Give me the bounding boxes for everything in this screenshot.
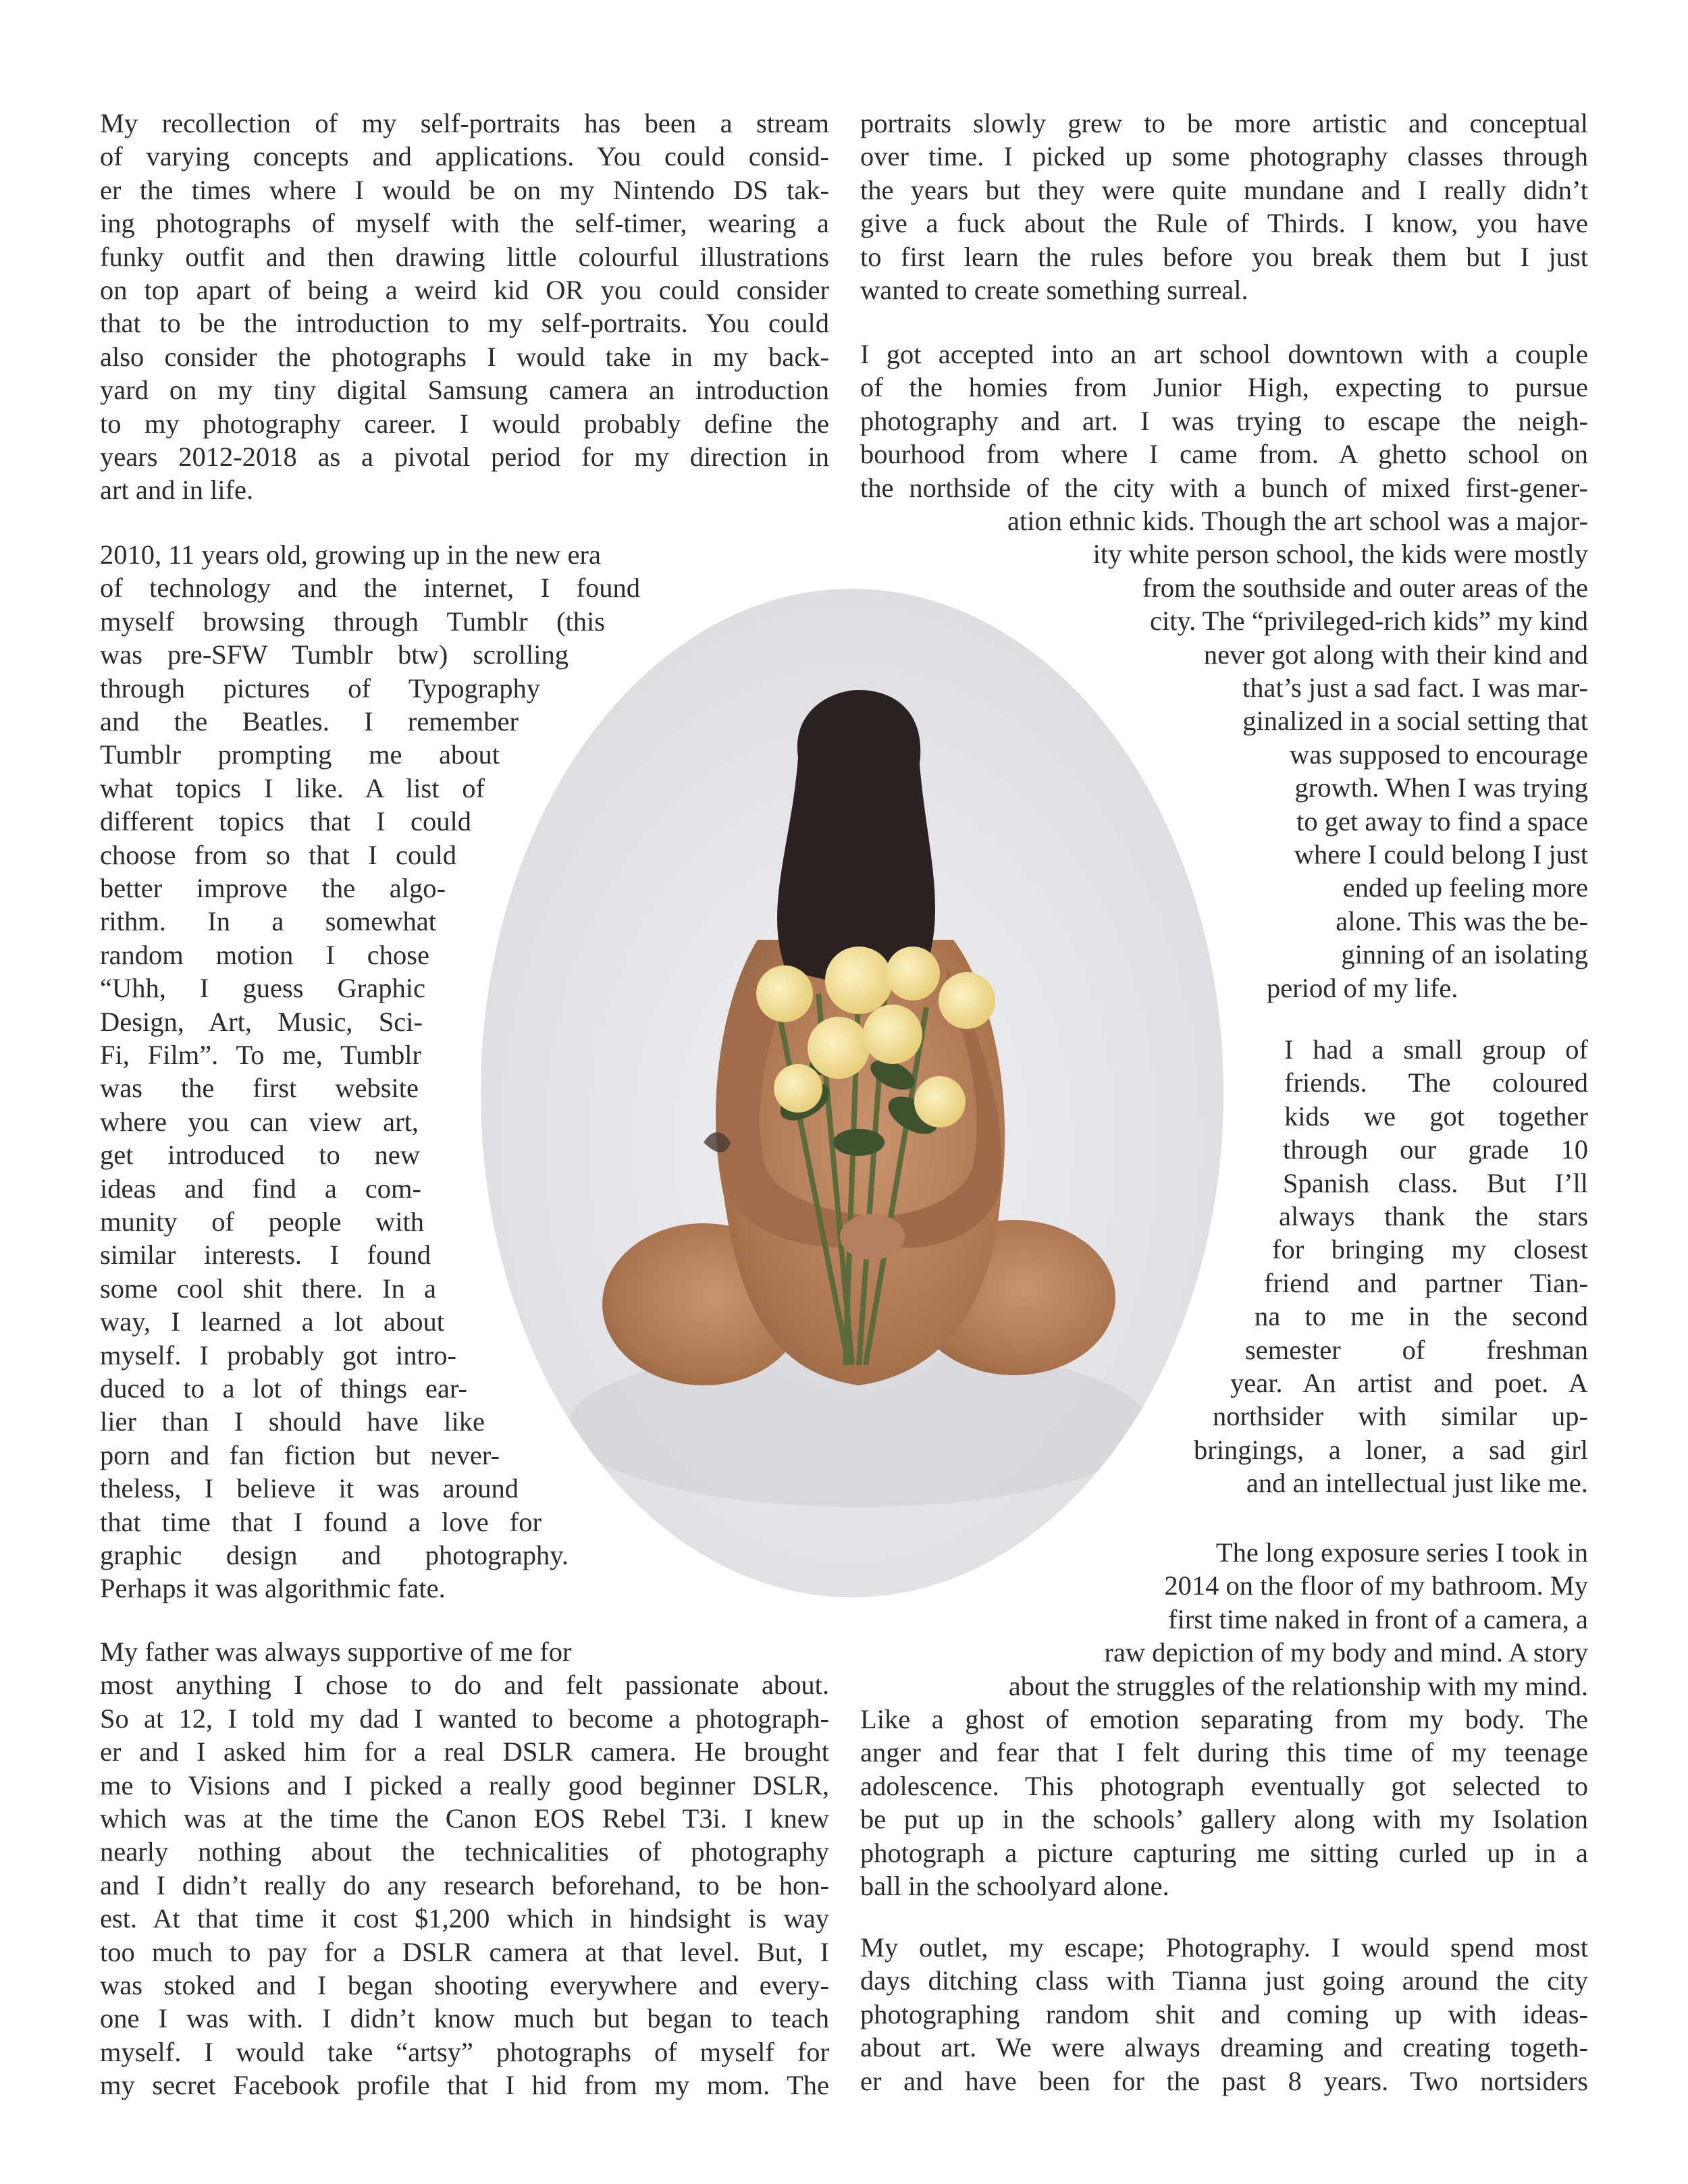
oval-portrait-photo <box>481 589 1223 1597</box>
body-text-line: the northside of the city with a bunch of mixed first-gener- <box>860 472 1588 503</box>
body-text-line: photograph a picture capturing me sitting curled up in a <box>860 1837 1588 1868</box>
body-text-line: through our grade 10 <box>1283 1134 1588 1165</box>
body-text-line: er the times where I would be on my Nintendo DS tak- <box>100 174 829 205</box>
body-text-line: graphic design and photography. <box>100 1540 569 1570</box>
body-text-line: nearly nothing about the technicalities of photography <box>100 1836 829 1867</box>
body-text-line: days ditching class with Tianna just going around the city <box>860 1965 1588 1996</box>
body-text-line: similar interests. I found <box>100 1240 431 1271</box>
body-text-line: myself. I would take “artsy” photographs of myself for <box>100 2036 829 2067</box>
body-text-line: to my photography career. I would probably define the <box>100 408 829 439</box>
body-text-line: I got accepted into an art school downtown with a couple <box>860 339 1588 369</box>
body-text-line: myself. I probably got intro- <box>100 1339 456 1370</box>
body-text-line: northsider with similar up- <box>1213 1401 1588 1432</box>
body-text-line: give a fuck about the Rule of Thirds. I know, you have <box>860 208 1588 239</box>
body-text-line: anger and fear that I felt during this time of my teenage <box>860 1737 1588 1768</box>
body-text-line: random motion I chose <box>100 939 429 970</box>
body-text-line: my secret Facebook profile that I hid from my mom. The <box>100 2070 829 2101</box>
body-text-line: alone. This was the be- <box>1336 905 1588 936</box>
body-text-line: est. At that time it cost $1,200 which in hindsight is way <box>100 1903 829 1934</box>
body-text-line: Design, Art, Music, Sci- <box>100 1006 423 1037</box>
body-text-line: to get away to find a space <box>1296 805 1588 836</box>
body-text-line: and I didn’t really do any research beforehand, to be hon- <box>100 1869 829 1900</box>
body-text-line: where you can view art, <box>100 1106 419 1137</box>
body-text-line: city. The “privileged-rich kids” my kind <box>1150 606 1588 637</box>
body-text-line: me to Visions and I picked a really good beginner DSLR, <box>100 1769 829 1801</box>
body-text-line: first time naked in front of a camera, a <box>1168 1603 1588 1634</box>
body-text-line: semester of freshman <box>1245 1334 1588 1365</box>
body-text-line: that to be the introduction to my self-portraits. You could <box>100 308 829 339</box>
body-text-line: some cool shit there. In a <box>100 1273 436 1304</box>
body-text-line: get introduced to new <box>100 1140 420 1171</box>
body-text-line: funky outfit and then drawing little colourful illustrations <box>100 241 829 272</box>
body-text-line: most anything I chose to do and felt passionate about. <box>100 1670 829 1701</box>
body-text-line: Perhaps it was algorithmic fate. <box>100 1573 446 1604</box>
body-text-line: ideas and find a com- <box>100 1173 421 1204</box>
body-text-line: period of my life. <box>1267 972 1458 1003</box>
body-text-line: yard on my tiny digital Samsung camera an introduction <box>100 375 829 406</box>
body-text-line: from the southside and outer areas of the <box>1142 572 1588 603</box>
body-text-line: ended up feeling more <box>1342 872 1588 903</box>
body-text-line: too much to pay for a DSLR camera at that level. But, I <box>100 1936 829 1967</box>
body-text-line: kids we got together <box>1284 1100 1588 1131</box>
body-text-line: to first learn the rules before you break them but I just <box>860 241 1588 272</box>
body-text-line: photographing random shit and coming up with ideas- <box>860 1998 1588 2029</box>
body-text-line: year. An artist and poet. A <box>1230 1368 1588 1398</box>
body-text-line: ginning of an isolating <box>1341 939 1588 970</box>
body-text-line: friends. The coloured <box>1284 1067 1588 1098</box>
body-text-line: where I could belong I just <box>1294 839 1588 870</box>
body-text-line: way, I learned a lot about <box>100 1306 444 1337</box>
body-text-line: Fi, Film”. To me, Tumblr <box>100 1040 421 1070</box>
body-text-line: er and have been for the past 8 years. Two nortsiders <box>860 2065 1588 2096</box>
body-text-line: of the homies from Junior High, expecting to pursue <box>860 372 1588 403</box>
body-text-line: wanted to create something surreal. <box>860 275 1248 305</box>
body-text-line: portraits slowly grew to be more artistic and conceptual <box>860 108 1588 138</box>
body-text-line: The long exposure series I took in <box>1215 1537 1588 1568</box>
body-text-line: choose from so that I could <box>100 839 456 870</box>
body-text-line: My father was always supportive of me for <box>100 1636 572 1667</box>
body-text-line: that time that I found a love for <box>100 1506 542 1537</box>
body-text-line: the years but they were quite mundane and I really didn’t <box>860 174 1588 205</box>
body-text-line: adolescence. This photograph eventually got selected to <box>860 1770 1588 1801</box>
body-text-line: always thank the stars <box>1279 1201 1588 1231</box>
body-text-line: which was at the time the Canon EOS Rebel T3i. I knew <box>100 1803 829 1834</box>
body-text-line: never got along with their kind and <box>1203 639 1588 670</box>
body-text-line: raw depiction of my body and mind. A story <box>1104 1637 1588 1668</box>
body-text-line: years 2012-2018 as a pivotal period for my direction in <box>100 442 829 472</box>
body-text-line: was pre-SFW Tumblr btw) scrolling <box>100 639 569 670</box>
body-text-line: on top apart of being a weird kid OR you could consider <box>100 275 829 305</box>
body-text-line: er and I asked him for a real DSLR camera. He brought <box>100 1736 829 1767</box>
body-text-line: art and in life. <box>100 475 254 506</box>
body-text-line: theless, I believe it was around <box>100 1473 519 1504</box>
body-text-line: growth. When I was trying <box>1294 772 1588 803</box>
body-text-line: over time. I picked up some photography classes through <box>860 141 1588 172</box>
body-text-line: about the struggles of the relationship with my mind. <box>1008 1670 1588 1701</box>
body-text-line: Tumblr prompting me about <box>100 739 500 770</box>
body-text-line: what topics I like. A list of <box>100 772 485 803</box>
body-text-line: of varying concepts and applications. You could consid- <box>100 141 829 172</box>
body-text-line: porn and fan fiction but never- <box>100 1439 500 1470</box>
body-text-line: better improve the algo- <box>100 873 446 903</box>
body-text-line: duced to a lot of things ear- <box>100 1373 467 1404</box>
body-text-line: “Uhh, I guess Graphic <box>100 973 425 1004</box>
body-text-line: of technology and the internet, I found <box>100 572 640 604</box>
body-text-line: My outlet, my escape; Photography. I would spend most <box>860 1932 1588 1963</box>
body-text-line: about art. We were always dreaming and creating togeth- <box>860 2032 1588 2063</box>
body-text-line: ation ethnic kids. Though the art school was a major- <box>1007 506 1588 536</box>
body-text-line: rithm. In a somewhat <box>100 906 436 937</box>
body-text-line: munity of people with <box>100 1206 424 1237</box>
body-text-line: be put up in the schools’ gallery along with my Isolation <box>860 1804 1588 1835</box>
body-text-line: lier than I should have like <box>100 1406 485 1437</box>
body-text-line: and an intellectual just like me. <box>1246 1468 1588 1499</box>
body-text-line: bringings, a loner, a sad girl <box>1194 1434 1588 1465</box>
body-text-line: myself browsing through Tumblr (this <box>100 606 605 637</box>
body-text-line: friend and partner Tian- <box>1264 1267 1588 1298</box>
body-text-line: Spanish class. But I’ll <box>1283 1167 1588 1198</box>
body-text-line: ball in the schoolyard alone. <box>860 1871 1169 1901</box>
body-text-line: I had a small group of <box>1284 1034 1588 1065</box>
body-text-line: was supposed to encourage <box>1290 739 1588 770</box>
body-text-line: 2010, 11 years old, growing up in the new era <box>100 539 601 570</box>
body-text-line: was stoked and I began shooting everywhere and every- <box>100 1970 829 2000</box>
portrait-illustration <box>481 589 1223 1597</box>
body-text-line: 2014 on the floor of my bathroom. My <box>1164 1570 1588 1601</box>
body-text-line: ity white person school, the kids were mostly <box>1092 539 1588 570</box>
body-text-line: ing photographs of myself with the self-timer, wearing a <box>100 208 829 239</box>
body-text-line: and the Beatles. I remember <box>100 706 519 737</box>
body-text-line: photography and art. I was trying to escape the neigh- <box>860 405 1588 436</box>
body-text-line: bourhood from where I came from. A ghetto school on <box>860 439 1588 470</box>
body-text-line: one I was with. I didn’t know much but began to teach <box>100 2003 829 2034</box>
body-text-line: ginalized in a social setting that <box>1242 705 1588 737</box>
body-text-line: different topics that I could <box>100 806 471 837</box>
body-text-line: My recollection of my self-portraits has been a stream <box>100 108 829 138</box>
body-text-line: was the first website <box>100 1073 419 1104</box>
body-text-line: through pictures of Typography <box>100 672 540 703</box>
body-text-line: Like a ghost of emotion separating from my body. The <box>860 1704 1588 1734</box>
body-text-line: na to me in the second <box>1255 1301 1588 1332</box>
body-text-line: for bringing my closest <box>1272 1234 1588 1265</box>
body-text-line: that’s just a sad fact. I was mar- <box>1242 672 1588 703</box>
body-text-line: also consider the photographs I would take in my back- <box>100 341 829 372</box>
body-text-line: So at 12, I told my dad I wanted to become a photograph- <box>100 1703 829 1734</box>
